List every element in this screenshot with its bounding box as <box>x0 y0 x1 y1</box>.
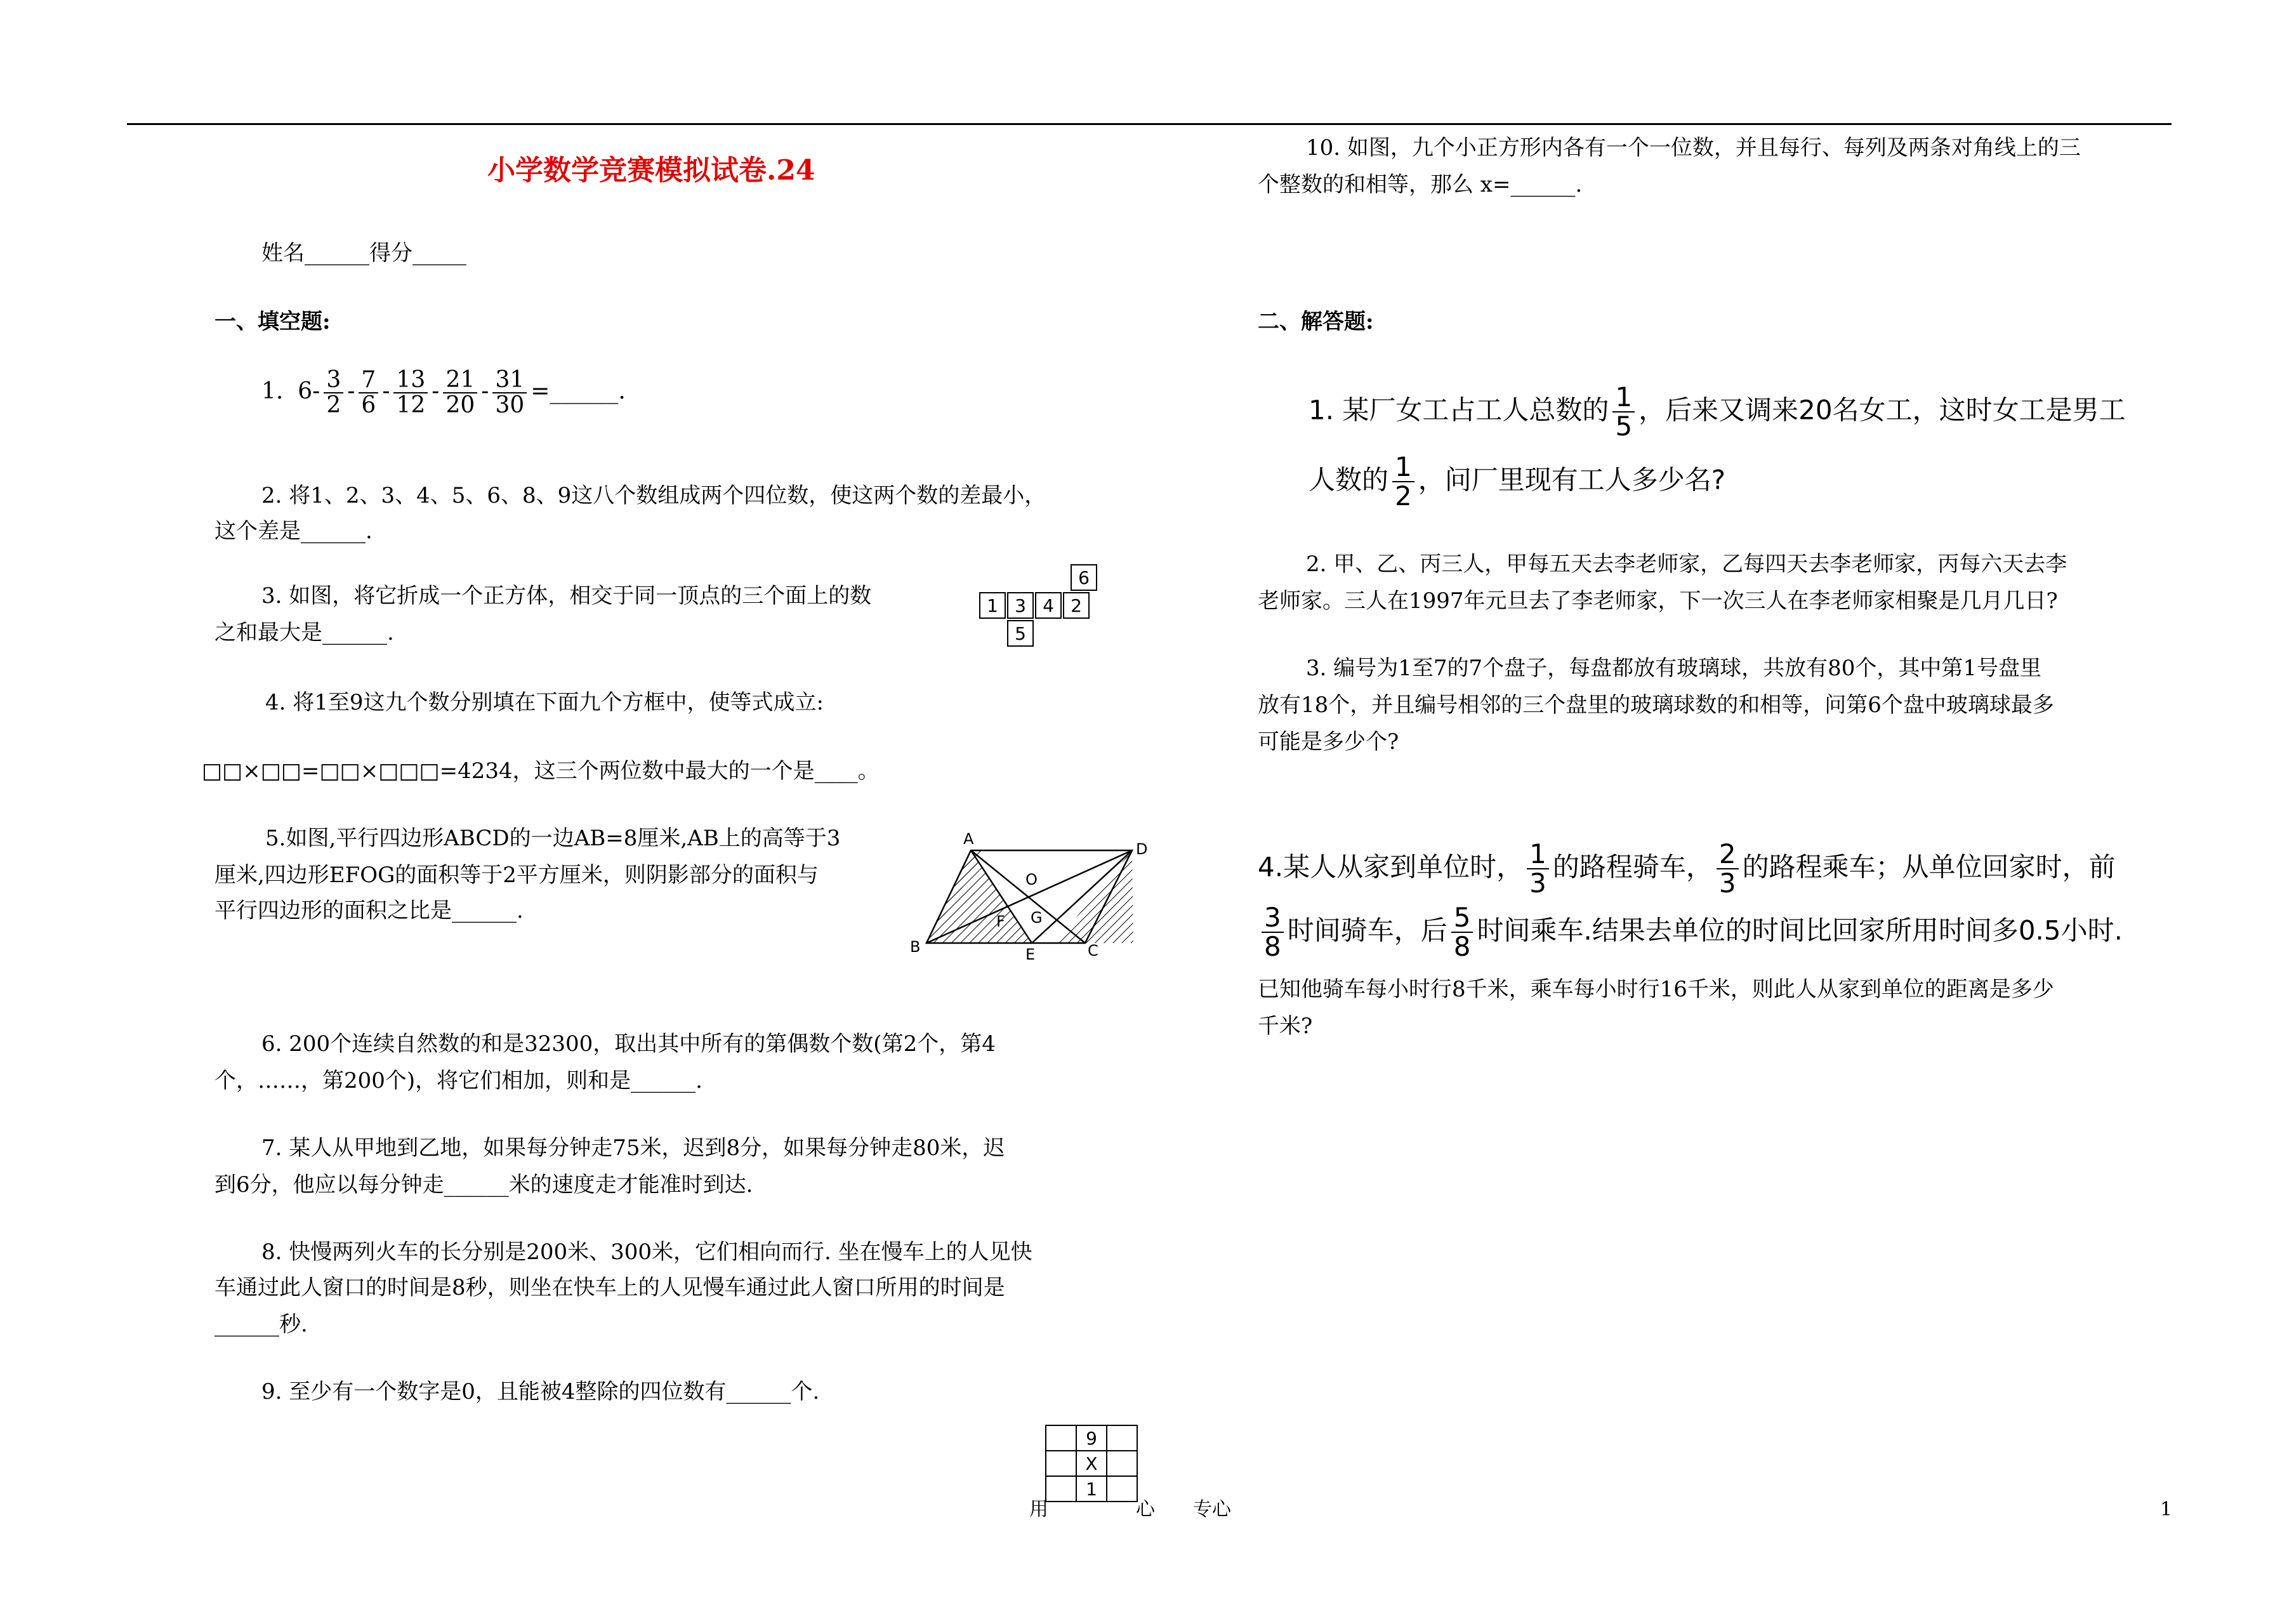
question-10-line-2: 个整数的和相等，那么 x=______. <box>1258 172 1583 197</box>
question-5-line-2: 厘米,四边形EFOG的面积等于2平方厘米，则阴影部分的面积与 <box>214 862 819 888</box>
label-O: O <box>1025 871 1038 888</box>
question-8-line-1: 8. 快慢两列火车的长分别是200米、300米，它们相向而行. 坐在慢车上的人见快 <box>261 1239 1032 1265</box>
answer-question-2-line-1: 2. 甲、乙、丙三人，甲每五天去李老师家，乙每四天去李老师家，丙每六天去李 <box>1306 551 2067 577</box>
answer-question-4-line-2: $\frac{3}{8}$ 时间骑车，后 $\frac{5}{8}$ 时间乘车.结果去单位的时间比回家所用时间多0.5小时. <box>1258 904 2123 961</box>
net-cell-4: 2 <box>1071 595 1082 616</box>
label-C: C <box>1088 942 1098 960</box>
label-B: B <box>910 938 921 956</box>
label-D: D <box>1136 840 1148 858</box>
answer-question-4-line-1: 4.某人从家到单位时， $\frac{1}{3}$ 的路程骑车， $\frac{2}{3}$ 的路程乘车；从单位回家时，前 <box>1258 838 2116 899</box>
section-fill-blank: 一、填空题: <box>214 309 331 334</box>
magic-square-figure <box>1045 1424 1140 1507</box>
question-5-line-3: 平行四边形的面积之比是______. <box>214 898 524 923</box>
answer-question-2-line-2: 老师家。三人在1997年元旦去了李老师家，下一次三人在李老师家相聚是几月几日? <box>1258 588 2058 614</box>
footer-left: 用 <box>1029 1498 1048 1521</box>
net-cell-1: 1 <box>987 595 998 616</box>
cube-net-figure <box>977 562 1104 657</box>
question-4-line-2: □□×□□=□□×□□□=4234，这三个两位数中最大的一个是____。 <box>202 758 880 784</box>
grid-cell-center: X <box>1085 1453 1098 1474</box>
net-cell-bottom: 5 <box>1015 623 1026 644</box>
question-9: 9. 至少有一个数字是0，且能被4整除的四位数有______个. <box>261 1379 820 1404</box>
footer-mid: 心 <box>1136 1498 1155 1521</box>
footer-right: 专心 <box>1193 1498 1231 1521</box>
answer-question-4-line-3: 已知他骑车每小时行8千米，乘车每小时行16千米，则此人从家到单位的距离是多少 <box>1258 977 2054 1002</box>
net-cell-top: 6 <box>1078 567 1090 588</box>
answer-question-1-line-2: 人数的 $\frac{1}{2}$ ，问厂里现有工人多少名? <box>1309 451 1726 512</box>
label-F: F <box>996 913 1005 930</box>
question-2-line-2: 这个差是______. <box>214 518 372 544</box>
question-8-line-2: 车通过此人窗口的时间是8秒，则坐在快车上的人见慢车通过此人窗口所用的时间是 <box>214 1275 1005 1300</box>
question-7-line-1: 7. 某人从甲地到乙地，如果每分钟走75米，迟到8分，如果每分钟走80米，迟 <box>261 1135 1005 1161</box>
page-title: 小学数学竞赛模拟试卷.24 <box>487 154 815 187</box>
name-score-line: 姓名______得分_____ <box>261 241 466 266</box>
question-2-line-1: 2. 将1、2、3、4、5、6、8、9这八个数组成两个四位数，使这两个数的差最小， <box>261 483 1046 508</box>
page-number: 1 <box>2160 1498 2173 1521</box>
net-cell-3: 4 <box>1043 595 1054 616</box>
label-G: G <box>1031 909 1043 927</box>
top-rule <box>127 123 2172 125</box>
question-4-line-1: 4. 将1至9这九个数分别填在下面九个方框中，使等式成立: <box>265 690 824 715</box>
grid-cell-bottom-middle: 1 <box>1086 1479 1097 1500</box>
question-3-line-1: 3. 如图，将它折成一个正方体，相交于同一顶点的三个面上的数 <box>261 583 872 609</box>
question-7-line-2: 到6分，他应以每分钟走______米的速度走才能准时到达. <box>214 1172 753 1198</box>
answer-question-3-line-2: 放有18个，并且编号相邻的三个盘里的玻璃球数的和相等，问第6个盘中玻璃球最多 <box>1258 692 2054 718</box>
answer-question-1-line-1: 1. 某厂女工占工人总数的 $\frac{1}{5}$ ，后来又调来20名女工，这时女工是男工 <box>1309 381 2126 442</box>
question-6-line-1: 6. 200个连续自然数的和是32300，取出其中所有的第偶数个数(第2个，第4 <box>261 1031 996 1057</box>
answer-question-3-line-1: 3. 编号为1至7的7个盘子，每盘都放有玻璃球，共放有80个，其中第1号盘里 <box>1306 656 2042 681</box>
answer-question-4-line-4: 千米? <box>1258 1013 1313 1039</box>
net-cell-2: 3 <box>1015 595 1026 616</box>
question-6-line-2: 个，……，第200个)，将它们相加，则和是______. <box>214 1068 702 1093</box>
label-A: A <box>963 830 974 848</box>
parallelogram-figure <box>907 825 1168 971</box>
question-8-line-3: ______秒. <box>214 1312 308 1337</box>
question-3-line-2: 之和最大是______. <box>214 620 394 645</box>
label-E: E <box>1025 946 1036 963</box>
section-solve: 二、解答题: <box>1258 309 1374 334</box>
question-5-line-1: 5.如图,平行四边形ABCD的一边AB=8厘米,AB上的高等于3 <box>265 826 841 851</box>
answer-question-3-line-3: 可能是多少个? <box>1258 729 1399 755</box>
question-1: 1. 6- $\frac{3}{2}$ - $\frac{7}{6}$ - $\frac{13}{12}$ - $\frac{21}{20}$ - $\frac{31}{30}$ =______. <box>261 367 626 418</box>
grid-cell-top-middle: 9 <box>1086 1428 1097 1449</box>
question-10-line-1: 10. 如图，九个小正方形内各有一个一位数，并且每行、每列及两条对角线上的三 <box>1306 135 2081 161</box>
